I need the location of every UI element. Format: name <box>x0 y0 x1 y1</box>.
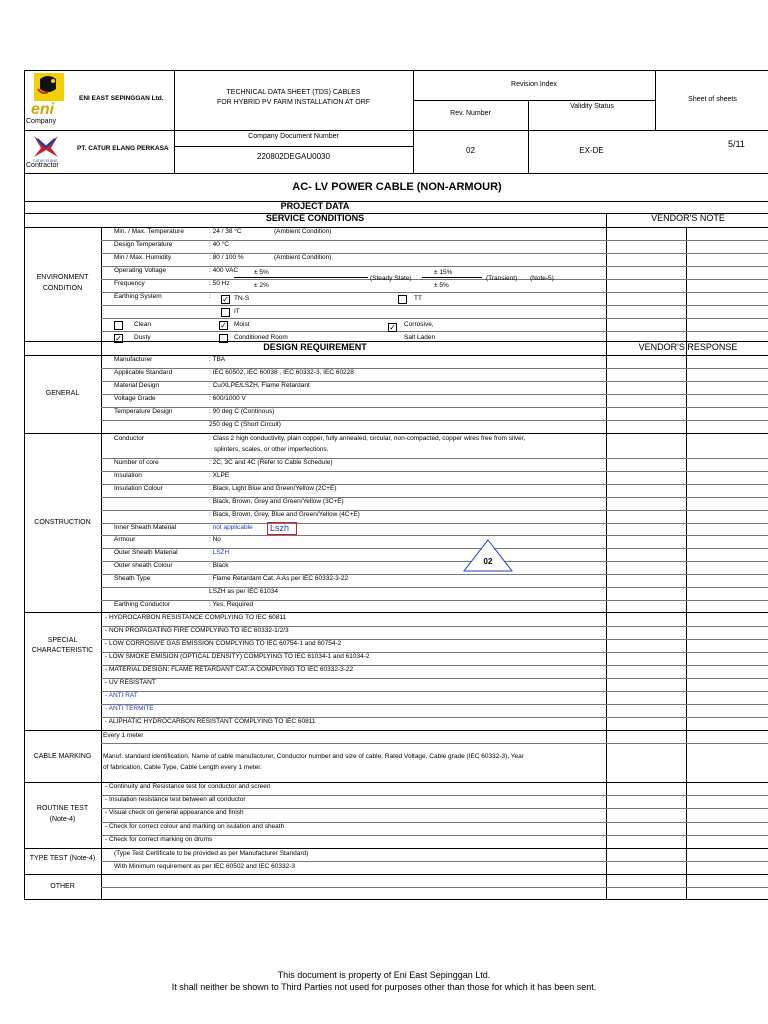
transient-frequency-tolerance: ± 5% <box>434 282 449 289</box>
special-item: - LOW CORROSIVE GAS EMISSION COMPLYING TO IEC 60754-1 and 60754-2 <box>105 640 342 647</box>
construction-group: CONSTRUCTION <box>34 519 91 526</box>
routine-test-item: - Insulation resistance test between all conductor <box>105 796 246 804</box>
environment-row-value: : 40 °C <box>209 241 229 248</box>
environment-group-line1: ENVIRONMENT <box>36 274 89 281</box>
general-row-value: : IEC 60502, IEC 60038 , IEC 60332-3, IEC 60228 <box>209 369 354 376</box>
construction-row-value: : Black <box>209 562 229 570</box>
transient-voltage-tolerance: ± 15% <box>434 269 453 276</box>
revision-triangle <box>462 538 514 574</box>
cable-marking-line3: of fabrication, Cable Type, Cable Length every 1 meter. <box>103 764 262 771</box>
company-doc-number-label: Company Document Number <box>248 133 339 140</box>
footer-line2: It shall neither be shown to Third Parties not used for purposes other than those for which it has been sent. <box>171 982 597 992</box>
other-group: OTHER <box>50 883 75 890</box>
sheet-number: 5/11 <box>728 139 745 149</box>
environment-row-value: : 80 / 100 % <box>209 254 244 261</box>
construction-row-label: Armour <box>114 536 136 544</box>
environment-row-rule <box>101 240 768 241</box>
general-row-value: : Cu/XLPE/LSZH, Flame Retardant <box>209 382 310 389</box>
conductor-label: Conductor <box>114 435 144 442</box>
special-item: - UV RESISTANT <box>105 679 156 686</box>
tds-title-line2: FOR HYBRID PV FARM INSTALLATION AT ORF <box>216 99 371 106</box>
environment-row-rule <box>101 318 768 319</box>
validity-status: EX-DE <box>579 146 604 155</box>
design-requirement-label: DESIGN REQUIREMENT <box>263 342 367 352</box>
routine-test-item: - Check for correct marking on drums <box>105 835 213 843</box>
company-name: ENI EAST SEPINGGAN Ltd. <box>79 95 164 102</box>
transient-label: (Transient) <box>486 275 518 282</box>
salt-laden-label: Salt Laden <box>404 334 436 341</box>
general-row-rule <box>101 368 768 369</box>
corrosive-checkbox[interactable]: ✓ <box>389 323 396 332</box>
special-group-line2: CHARACTERISTIC <box>31 647 94 654</box>
conductor-value-line1: : Class 2 high conductivity, plain copper, fully annealed, circular, non-compacted, copper wires free from silver, <box>209 435 526 442</box>
general-row-value: : TBA <box>209 356 226 363</box>
construction-row-label: Insulation Colour <box>114 484 163 492</box>
construction-row-value: : Yes, Required <box>209 600 254 608</box>
special-item: - ALIPHATIC HYDROCARBON RESISTANT COMPLYING TO IEC 60811 <box>105 718 316 725</box>
clean-label: Clean <box>134 321 151 328</box>
construction-row-value: : No <box>209 536 221 544</box>
environment-row-value: : 50 Hz <box>209 280 230 287</box>
special-item: - ANTI TERMITE <box>105 705 154 712</box>
revision-triangle-text: 02 <box>483 557 493 566</box>
special-item: - NON PROPAGATING FIRE COMPLYING TO IEC 60332-1/2/3 <box>105 627 289 634</box>
general-row-label: Material Design <box>114 382 160 389</box>
construction-row-rule <box>101 510 768 511</box>
construction-row-value: : LSZH <box>209 549 230 557</box>
lszh-markup-box <box>267 522 297 535</box>
general-row-label: Manufacturer <box>114 356 153 363</box>
dusty-label: Dusty <box>134 334 151 341</box>
construction-row-rule <box>101 587 768 588</box>
special-item: - ANTI RAT <box>105 692 138 699</box>
corrosive-label: Corrosive, <box>404 321 434 328</box>
environment-row-label: Min / Max. Humidity <box>114 254 172 261</box>
special-group-line1: SPECIAL <box>47 637 78 644</box>
construction-row-rule <box>101 523 768 524</box>
it-checkbox[interactable] <box>221 308 230 317</box>
construction-row-value: LSZH as per IEC 61034 <box>209 588 279 595</box>
rev-number: 02 <box>466 146 475 155</box>
conductor-value-line2: splinters, scales, or other imperfections. <box>214 446 329 453</box>
footer-line1: This document is property of Eni East Sepinggan Ltd. <box>277 970 491 980</box>
general-row-rule <box>101 407 768 408</box>
environment-row-rule <box>101 279 768 280</box>
type-test-group: TYPE TEST (Note-4) <box>29 855 96 862</box>
contractor-label: Contractor <box>26 162 59 169</box>
construction-row-label: Outer sheath Colour <box>114 562 173 570</box>
contractor-name: PT. CATUR ELANG PERKASA <box>77 145 169 152</box>
environment-row-rule <box>101 331 768 332</box>
eni-logo-text: eni <box>31 101 55 117</box>
construction-row-value: : Black, Light Blue and Green/Yellow (2C+E) <box>209 484 337 492</box>
construction-row-rule <box>101 471 768 472</box>
construction-row-rule <box>101 497 768 498</box>
construction-row-value: : Flame Retardant Cat. A As per IEC 60332-3-22 <box>209 575 349 583</box>
moist-label: Moist <box>234 321 250 328</box>
construction-row-value: : 2C, 3C and 4C (Refer to Cable Schedule) <box>209 459 333 466</box>
special-row-rule <box>101 691 768 692</box>
environment-row-rule <box>101 305 768 306</box>
voltage-tolerance: ± 5% <box>254 269 269 276</box>
company-doc-number: 220802DEGAU0030 <box>257 152 330 161</box>
general-row-label: Temperature Design <box>114 408 173 415</box>
service-conditions-label: SERVICE CONDITIONS <box>265 213 365 223</box>
environment-row-rule <box>101 253 768 254</box>
special-row-rule <box>101 704 768 705</box>
environment-row-value: : <box>209 293 211 300</box>
construction-row-rule <box>101 574 768 575</box>
routine-test-item: - Visual check on general appearance and finish <box>105 809 244 817</box>
environment-row-value: : 400 VAC <box>209 267 239 274</box>
it-label: IT <box>234 308 240 315</box>
vendors-response-label: VENDOR'S RESPONSE <box>638 342 738 352</box>
construction-row-label: Insulation <box>114 471 142 479</box>
environment-row-note: (Ambient Condition) <box>274 254 332 261</box>
validity-status-label: Validity Status <box>570 103 614 110</box>
environment-row-label: Min. / Max. Temperature <box>114 228 184 235</box>
construction-row-label: Earthing Conductor <box>114 600 171 608</box>
environment-row-label: Frequency <box>114 280 145 287</box>
company-label: Company <box>26 118 56 125</box>
type-test-item-1: (Type Test Certificate to be provided as per Manufacturer Standard) <box>114 850 309 857</box>
eni-logo <box>28 73 72 117</box>
contractor-logo <box>31 133 61 163</box>
steady-state-label: (Steady State) <box>370 275 412 282</box>
construction-row-label: Inner Sheath Material <box>114 523 177 531</box>
construction-row-rule <box>101 548 768 549</box>
cable-marking-line2: Manuf. standard identification, Name of cable manufacturer, Conductor number and size of cable, Rated Voltage, Cable grade (IEC 60332-3), Year <box>103 753 524 760</box>
general-row-value: : 600/1000 V <box>209 395 246 402</box>
cable-marking-line1: Every 1 meter <box>103 732 144 739</box>
general-row-label: Voltage Grade <box>114 395 156 402</box>
general-row-label: Applicable Standard <box>114 369 173 376</box>
construction-row-label: Number of core <box>114 459 159 466</box>
environment-row-note: (Ambient Condition) <box>274 228 332 235</box>
environment-row-value: : 24 / 38 °C <box>209 228 242 235</box>
special-row-rule <box>101 678 768 679</box>
routine-test-group-line1: ROUTINE TEST <box>36 805 89 812</box>
dusty-checkbox[interactable]: ✓ <box>115 334 122 343</box>
main-title: AC- LV POWER CABLE (NON-ARMOUR) <box>292 181 502 193</box>
datasheet <box>24 70 768 900</box>
project-data-label: PROJECT DATA <box>280 201 350 211</box>
special-item: - MATERIAL DESIGN: FLAME RETARDANT CAT. A COMPLYING TO IEC 60332-3-22 <box>105 666 354 673</box>
environment-row-rule <box>101 266 768 267</box>
environment-row-label: Operating Voltage <box>114 267 167 274</box>
vendors-note-label: VENDOR'S NOTE <box>651 213 725 223</box>
tns-label: TN-S <box>234 295 250 302</box>
general-row-value: 250 deg C (Short Circuit) <box>209 421 281 428</box>
general-row-value: : 90 deg C (Continous) <box>209 408 275 415</box>
special-item: - HYDROCARBON RESISTANCE COMPLYING TO IEC 60811 <box>105 614 287 621</box>
frequency-tolerance: ± 2% <box>254 282 269 289</box>
construction-row-rule <box>101 561 768 562</box>
tds-title-line1: TECHNICAL DATA SHEET (TDS) CABLES <box>226 89 361 96</box>
general-row-rule <box>101 394 768 395</box>
note5-label: (Note-5) <box>530 275 554 282</box>
conditioned-room-label: Conditioned Room <box>234 334 288 341</box>
construction-row-label: Sheath Type <box>114 575 151 583</box>
cable-marking-group: CABLE MARKING <box>33 753 92 760</box>
routine-test-item: - Continuity and Resistance test for conductor and screen <box>105 783 271 790</box>
tns-checkbox[interactable]: ✓ <box>222 295 229 304</box>
construction-row-value: : not applicable <box>209 523 253 531</box>
construction-row-value: : XLPE <box>209 471 230 479</box>
tt-checkbox[interactable] <box>398 295 407 304</box>
construction-row-label: Outer Sheath Material <box>114 549 178 557</box>
construction-row-rule <box>101 535 768 536</box>
clean-checkbox[interactable] <box>114 321 123 330</box>
routine-test-group-line2: (Note-4) <box>49 816 76 823</box>
general-row-rule <box>101 381 768 382</box>
rev-number-label: Rev. Number <box>450 110 491 117</box>
environment-row-label: Design Temperature <box>114 241 173 248</box>
environment-group-line2: CONDITION <box>42 285 83 292</box>
moist-checkbox[interactable]: ✓ <box>220 321 227 330</box>
contractor-logo-text: CATUR ELANG <box>33 159 58 163</box>
sheet-of-sheets-label: Sheet of sheets <box>688 96 737 103</box>
type-test-item-2: With Minimum requirement as per IEC 60502 and IEC 60332-3 <box>114 863 296 870</box>
construction-row-rule <box>101 484 768 485</box>
general-row-rule <box>101 420 768 421</box>
routine-test-item: - Check for correct colour and marking on isulation and sheath <box>105 822 285 830</box>
construction-row-value: : Black, Brown, Grey and Green/Yellow (3C+E) <box>209 497 344 505</box>
tt-label: TT <box>414 295 422 302</box>
environment-row-rule <box>101 292 768 293</box>
lszh-markup-text: Lszh <box>270 523 290 533</box>
construction-row-rule <box>101 600 768 601</box>
environment-row-label: Earthing System <box>114 293 162 300</box>
general-group: GENERAL <box>45 390 80 397</box>
revision-index-label: Revision Index <box>511 81 557 88</box>
construction-row-value: : Black, Brown, Grey, Blue and Green/Yellow (4C+E) <box>209 510 360 518</box>
special-item: - LOW SMOKE EMISION (OPTICAL DENSITY) COMPLYING TO IEC 61034-1 and 61034-2 <box>105 653 370 660</box>
